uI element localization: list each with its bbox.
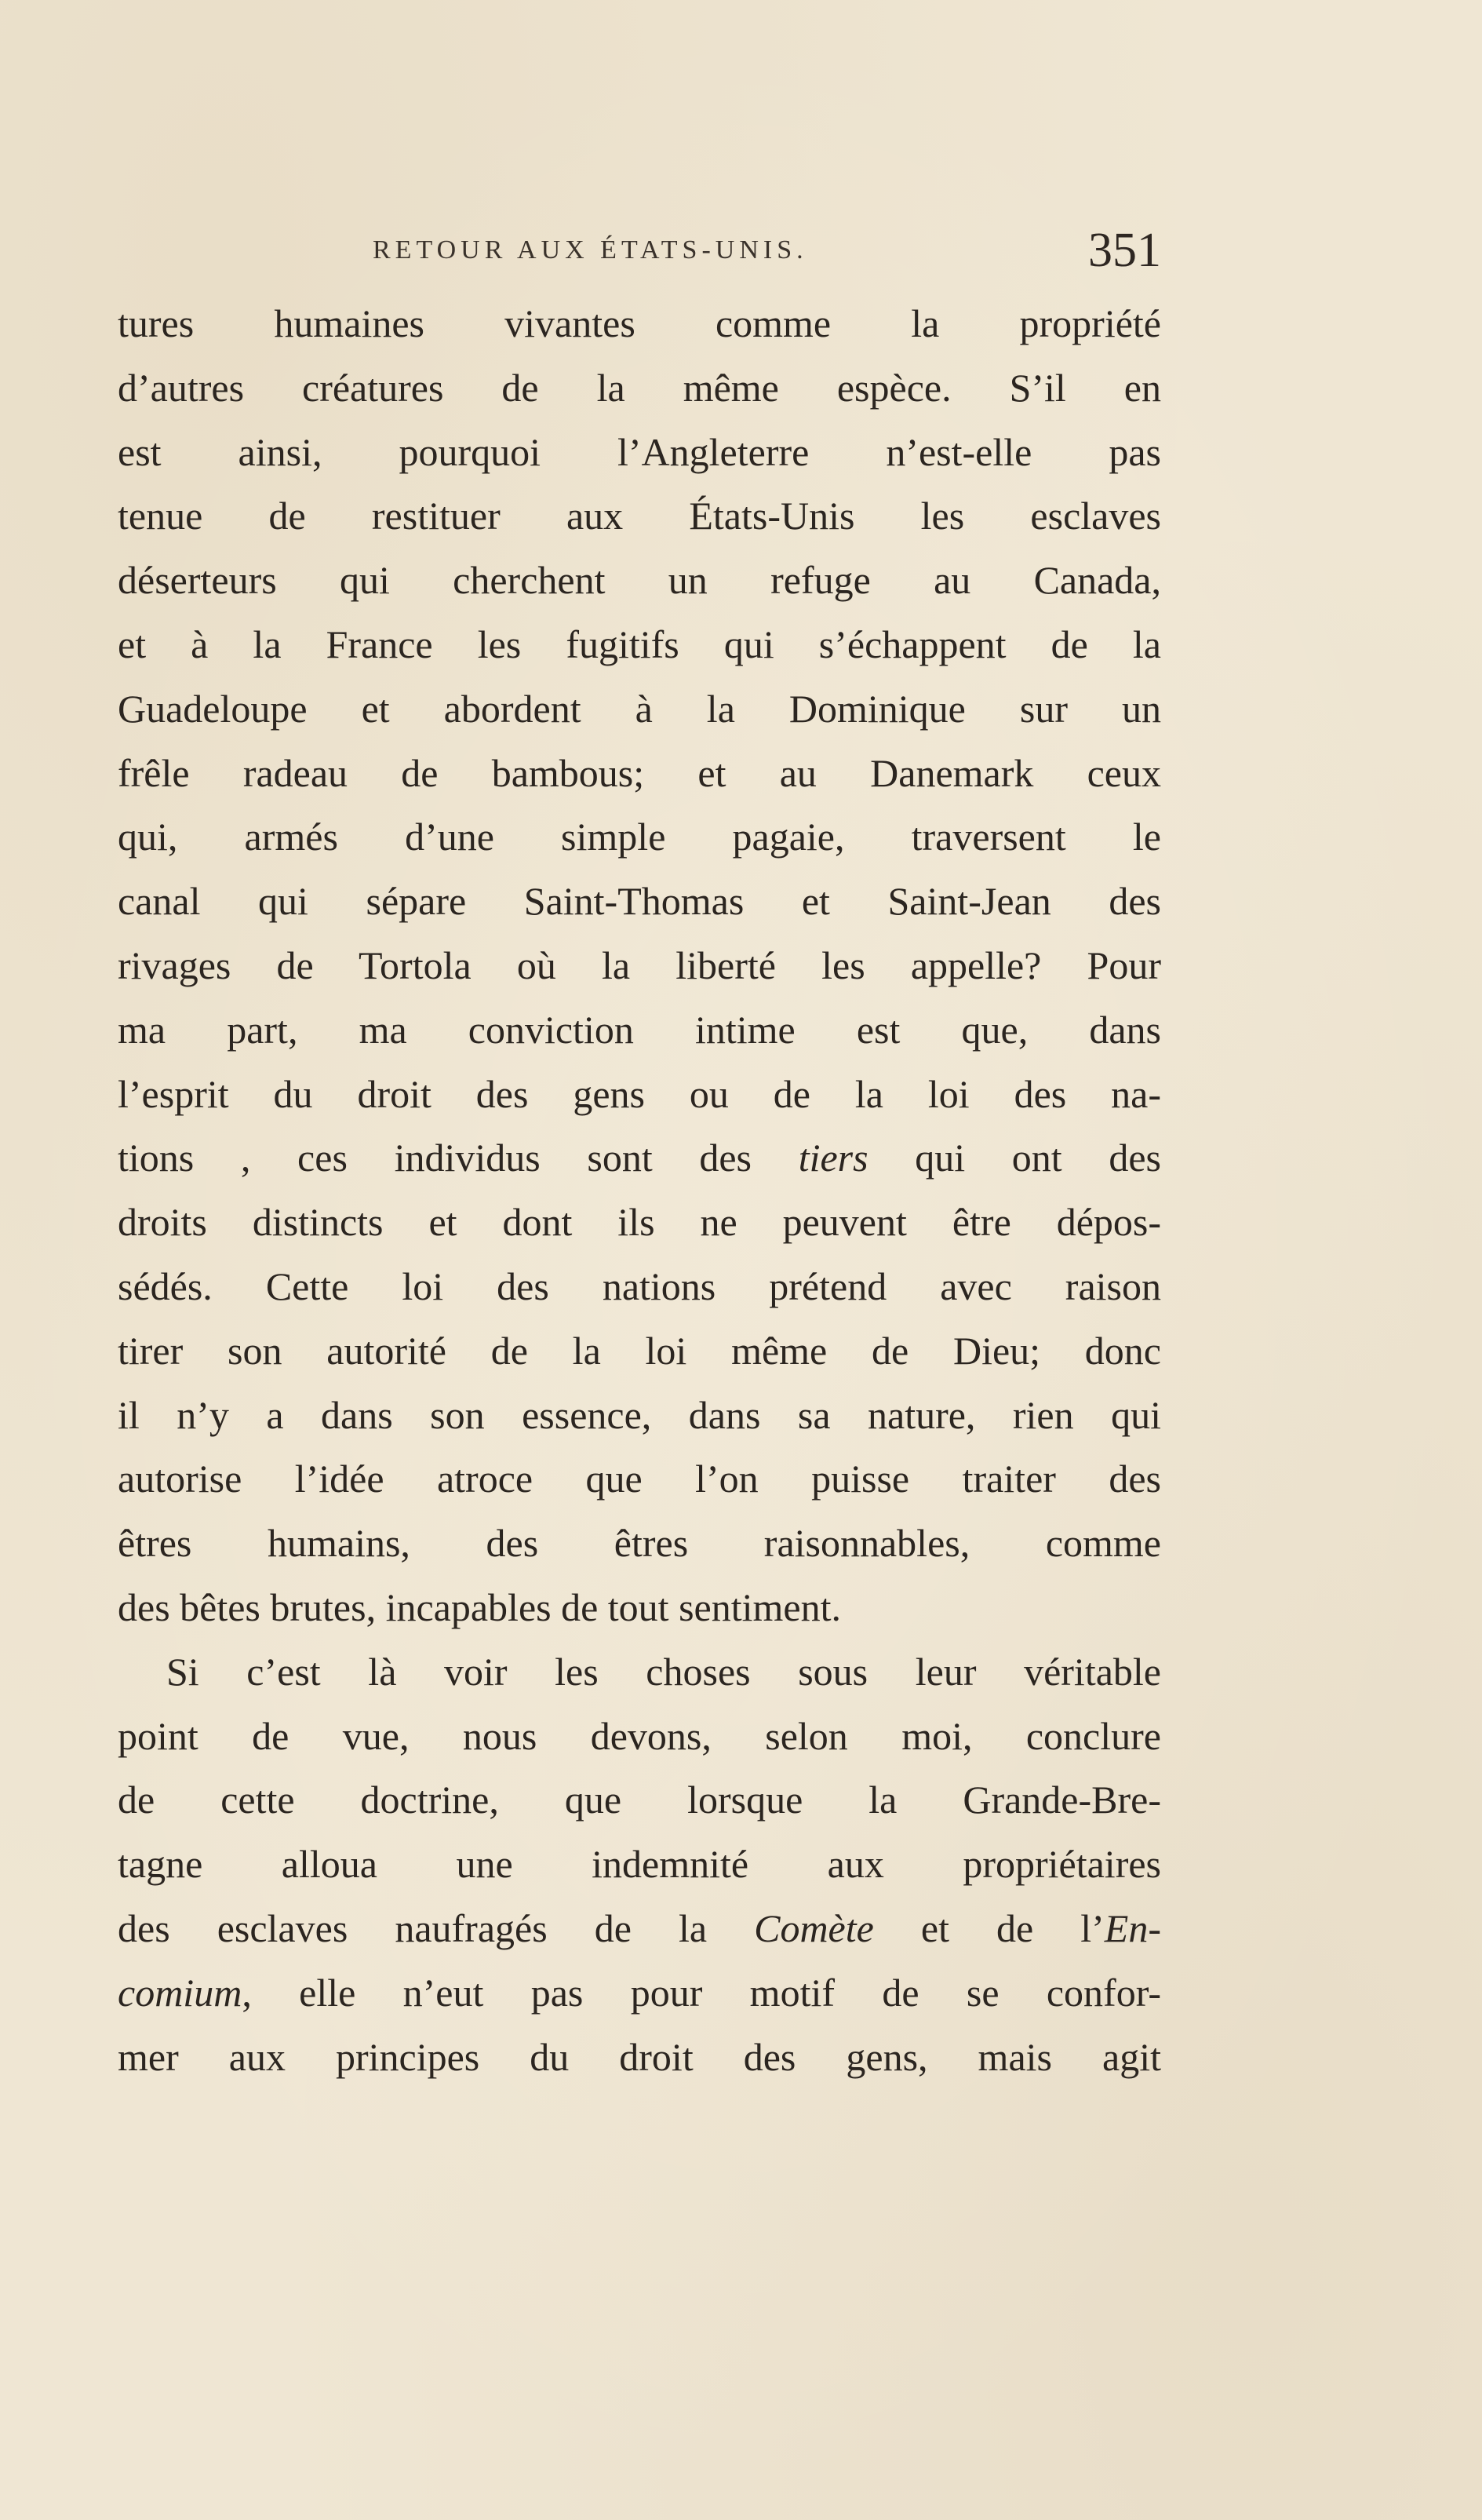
- page-number: 351: [1088, 224, 1161, 277]
- text-segment: , elle n’eut pas pour motif de se confor-: [242, 1970, 1161, 2015]
- text-line: déserteurs qui cherchent un refuge au Canada,: [118, 558, 1161, 603]
- text-line-with-italic: [118, 1126, 1161, 1191]
- text-line: Guadeloupe et abordent à la Dominique sur un: [118, 686, 1161, 731]
- text-line: d’autres créatures de la même espèce. S’il en: [118, 365, 1161, 410]
- text-line: sédés. Cette loi des nations prétend avec raison: [118, 1264, 1161, 1308]
- text-line-with-italic: [118, 1897, 1161, 1961]
- text-line: droits distincts et dont ils ne peuvent être dépos-: [118, 1200, 1161, 1245]
- text-line: est ainsi, pourquoi l’Angleterre n’est-elle pas: [118, 429, 1161, 474]
- text-line: rivages de Tortola où la liberté les appelle? Pour: [118, 943, 1161, 987]
- text-line-with-italic: [118, 1961, 1161, 2026]
- running-head: [118, 224, 1161, 277]
- text-line: tenue de restituer aux États-Unis les esclaves: [118, 494, 1161, 538]
- paragraph-1: [118, 292, 1161, 1640]
- text-line: autorise l’idée atroce que l’on puisse traiter des: [118, 1457, 1161, 1501]
- text-line: tures humaines vivantes comme la propriété: [118, 301, 1161, 345]
- text-segment: qui ont des: [868, 1136, 1162, 1180]
- text-line: êtres humains, des êtres raisonnables, comme: [118, 1521, 1161, 1566]
- text-line: tagne alloua une indemnité aux propriétaires: [118, 1842, 1161, 1887]
- text-line: frêle radeau de bambous; et au Danemark ceux: [118, 750, 1161, 795]
- italic-word: comium: [118, 1970, 242, 2015]
- text-line: il n’y a dans son essence, dans sa nature, rien qui: [118, 1392, 1161, 1437]
- running-title: RETOUR AUX ÉTATS-UNIS.: [373, 235, 808, 264]
- text-line: et à la France les fugitifs qui s’échappent de la: [118, 622, 1161, 666]
- text-line: Si c’est là voir les choses sous leur véritable: [166, 1649, 1161, 1694]
- text-line: ma part, ma conviction intime est que, dans: [118, 1007, 1161, 1052]
- text-line: mer aux principes du droit des gens, mais agit: [118, 2034, 1161, 2079]
- italic-word: Comète: [754, 1905, 874, 1950]
- text-line: l’esprit du droit des gens ou de la loi des na-: [118, 1071, 1161, 1116]
- body-text: [118, 292, 1161, 2089]
- text-line: des bêtes brutes, incapables de tout sentiment.: [118, 1585, 841, 1629]
- text-line: tirer son autorité de la loi même de Dieu; donc: [118, 1328, 1161, 1373]
- text-line: point de vue, nous devons, selon moi, conclure: [118, 1713, 1161, 1758]
- text-segment: des esclaves naufragés de la: [118, 1905, 755, 1950]
- paragraph-2: [118, 1640, 1161, 2090]
- italic-word: tiers: [798, 1136, 868, 1180]
- text-line: de cette doctrine, que lorsque la Grande-Bre-: [118, 1778, 1161, 1822]
- text-line: canal qui sépare Saint-Thomas et Saint-Jean des: [118, 879, 1161, 924]
- text-segment: tions , ces individus sont des: [118, 1136, 799, 1180]
- text-segment: et de l’: [873, 1905, 1105, 1950]
- text-line: qui, armés d’une simple pagaie, traversent le: [118, 815, 1161, 859]
- italic-word: En-: [1104, 1905, 1161, 1950]
